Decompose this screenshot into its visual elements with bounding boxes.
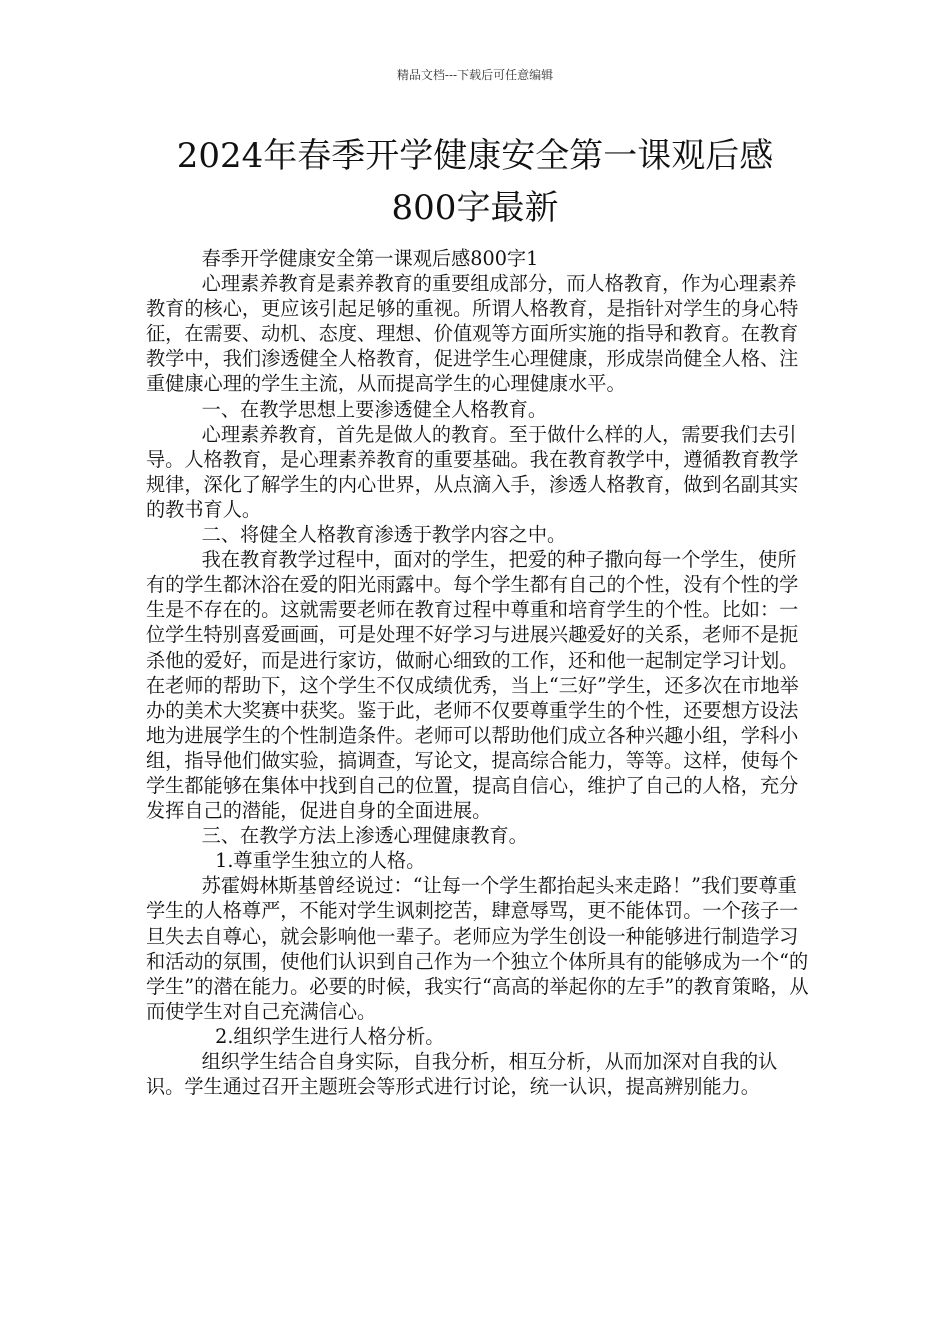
document-body <box>146 246 814 1099</box>
header-note: 精品文档---下载后可任意编辑 <box>396 68 554 82</box>
document-title <box>100 130 850 234</box>
paragraph: 苏霍姆林斯基曾经说过：“让每一个学生都抬起头来走路！”我们要尊重学生的人格尊严，不能对学生讽刺挖苦，肆意辱骂，更不能体罚。一个孩子一旦失去自尊心，就会影响他一辈子。老师应为学生创设一种能够进行制造学习和活动的氛围，使他们认识到自己作为一个独立个体所具有的能够成为一个“的学生”的潜在能力。必要的时候，我实行“高高的举起你的左手”的教育策略，从而使学生对自己充满信心。 <box>146 874 809 1023</box>
subheading: 一、在教学思想上要渗透健全人格教育。 <box>201 397 548 421</box>
paragraph: 心理素养教育是素养教育的重要组成部分，而人格教育，作为心理素养教育的核心，更应该引起足够的重视。所谓人格教育，是指针对学生的身心特征，在需要、动机、态度、理想、价值观等方面所实施的指导和教育。在教育教学中，我们渗透健全人格教育，促进学生心理健康，形成崇尚健全人格、注重健康心理的学生主流，从而提高学生的心理健康水平。 <box>146 272 799 396</box>
numbered-subheading: 1.尊重学生独立的人格。 <box>215 849 426 873</box>
title-line-2: 800字最新 <box>391 188 559 228</box>
paragraph: 我在教育教学过程中，面对的学生，把爱的种子撒向每一个学生，使所有的学生都沐浴在爱的阳光雨露中。每个学生都有自己的个性，没有个性的学生是不存在的。这就需要老师在教育过程中尊重和培育学生的个性。比如：一位学生特别喜爱画画，可是处理不好学习与进展兴趣爱好的关系，老师不是扼杀他的爱好，而是进行家访，做耐心细致的工作，还和他一起制定学习计划。在老师的帮助下，这个学生不仅成绩优秀，当上“三好”学生，还多次在市地举办的美术大奖赛中获奖。鉴于此，老师不仅要尊重学生的个性，还要想方设法地为进展学生的个性制造条件。老师可以帮助他们成立各种兴趣小组，学科小组，指导他们做实验，搞调查，写论文，提高综合能力，等等。这样，使每个学生都能够在集体中找到自己的位置，提高自信心，维护了自己的人格，充分发挥自己的潜能，促进自身的全面进展。 <box>146 548 799 823</box>
numbered-subheading: 2.组织学生进行人格分析。 <box>215 1024 445 1048</box>
paragraph: 组织学生结合自身实际，自我分析，相互分析，从而加深对自我的认识。学生通过召开主题班会等形式进行讨论，统一认识，提高辨别能力。 <box>146 1050 778 1099</box>
section-heading: 春季开学健康安全第一课观后感800字1 <box>201 247 539 270</box>
paragraph: 心理素养教育，首先是做人的教育。至于做什么样的人，需要我们去引导。人格教育，是心理素养教育的重要基础。我在教育教学中，遵循教育教学规律，深化了解学生的内心世界，从点滴入手，渗透人格教育，做到名副其实的教书育人。 <box>146 422 799 521</box>
subheading: 二、将健全人格教育渗透于教学内容之中。 <box>201 523 567 547</box>
title-line-1: 2024年春季开学健康安全第一课观后感 <box>176 136 774 176</box>
subheading: 三、在教学方法上渗透心理健康教育。 <box>201 824 528 848</box>
